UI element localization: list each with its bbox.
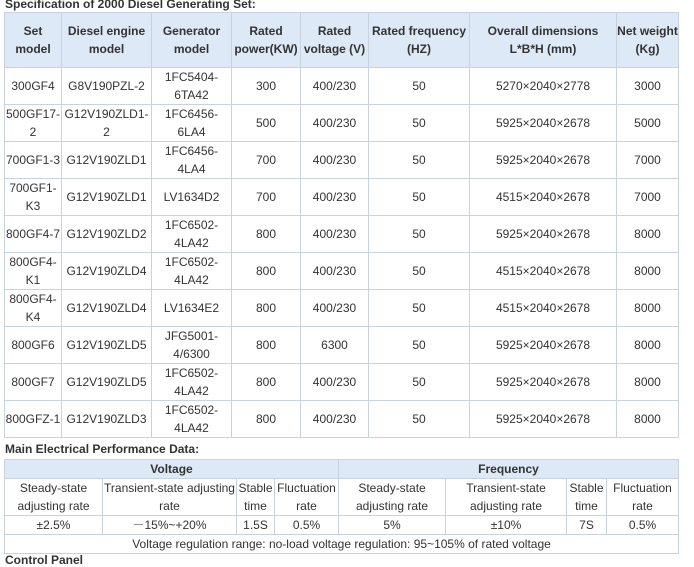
rated-power-cell: 500 bbox=[232, 105, 301, 142]
generator-model-cell: 1FC6502-4LA42 bbox=[152, 401, 232, 438]
net-weight-cell: 8000 bbox=[617, 216, 679, 253]
rated-voltage-cell: 400/230 bbox=[301, 253, 369, 290]
col-generator-model: Generator model bbox=[152, 13, 232, 68]
net-weight-cell: 3000 bbox=[617, 68, 679, 105]
perf-heading: Main Electrical Performance Data: bbox=[5, 442, 200, 456]
frequency-group-header: Frequency bbox=[339, 460, 679, 479]
net-weight-cell: 8000 bbox=[617, 401, 679, 438]
diesel-engine-model-cell: G12V190ZLD1 bbox=[62, 179, 152, 216]
control-panel-heading: Control Panel bbox=[5, 553, 84, 567]
col-rated-frequency: Rated frequency (HZ) bbox=[369, 13, 470, 68]
frequency-steady-state-value: 5% bbox=[339, 516, 446, 535]
rated-frequency-cell: 50 bbox=[369, 401, 470, 438]
overall-dimensions-cell: 5925×2040×2678 bbox=[470, 142, 617, 179]
rated-frequency-cell: 50 bbox=[369, 105, 470, 142]
set-model-cell: 800GFZ-1 bbox=[5, 401, 62, 438]
diesel-engine-model-cell: G12V190ZLD1 bbox=[62, 142, 152, 179]
table-row bbox=[5, 364, 679, 401]
spec-heading: Specification of 2000 Diesel Generating Set: bbox=[5, 0, 256, 11]
rated-voltage-cell: 400/230 bbox=[301, 364, 369, 401]
col-rated-voltage: Rated voltage (V) bbox=[301, 13, 369, 68]
net-weight-cell: 8000 bbox=[617, 364, 679, 401]
set-model-cell: 800GF4-K4 bbox=[5, 290, 62, 327]
net-weight-cell: 7000 bbox=[617, 142, 679, 179]
generator-model-cell: 1FC6502-4LA42 bbox=[152, 253, 232, 290]
voltage-transient-state-value: －15%~+20% bbox=[103, 516, 237, 535]
perf-group-row bbox=[5, 460, 679, 479]
diesel-engine-model-cell: G12V190ZLD5 bbox=[62, 327, 152, 364]
generator-model-cell: JFG5001-4/6300 bbox=[152, 327, 232, 364]
rated-power-cell: 700 bbox=[232, 179, 301, 216]
col-diesel-engine-model: Diesel engine model bbox=[62, 13, 152, 68]
voltage-steady-state-header: Steady-state adjusting rate bbox=[5, 479, 103, 516]
rated-voltage-cell: 400/230 bbox=[301, 216, 369, 253]
table-row bbox=[5, 253, 679, 290]
voltage-steady-state-value: ±2.5% bbox=[5, 516, 103, 535]
overall-dimensions-cell: 5925×2040×2678 bbox=[470, 401, 617, 438]
generator-model-cell: 1FC5404-6TA42 bbox=[152, 68, 232, 105]
table-row bbox=[5, 142, 679, 179]
rated-voltage-cell: 400/230 bbox=[301, 68, 369, 105]
rated-frequency-cell: 50 bbox=[369, 327, 470, 364]
rated-power-cell: 800 bbox=[232, 290, 301, 327]
rated-power-cell: 800 bbox=[232, 253, 301, 290]
voltage-group-header: Voltage bbox=[5, 460, 339, 479]
generator-model-cell: LV1634D2 bbox=[152, 179, 232, 216]
diesel-engine-model-cell: G12V190ZLD1-2 bbox=[62, 105, 152, 142]
rated-voltage-cell: 400/230 bbox=[301, 142, 369, 179]
overall-dimensions-cell: 4515×2040×2678 bbox=[470, 290, 617, 327]
net-weight-cell: 8000 bbox=[617, 327, 679, 364]
table-row bbox=[5, 105, 679, 142]
set-model-cell: 800GF4-K1 bbox=[5, 253, 62, 290]
rated-voltage-cell: 400/230 bbox=[301, 401, 369, 438]
rated-power-cell: 300 bbox=[232, 68, 301, 105]
frequency-transient-state-header: Transient-state adjusting rate bbox=[446, 479, 567, 516]
diesel-engine-model-cell: G12V190ZLD3 bbox=[62, 401, 152, 438]
perf-values-row bbox=[5, 516, 679, 535]
generator-model-cell: LV1634E2 bbox=[152, 290, 232, 327]
frequency-fluctuation-header: Fluctuation rate bbox=[607, 479, 679, 516]
voltage-fluctuation-header: Fluctuation rate bbox=[275, 479, 339, 516]
rated-voltage-cell: 400/230 bbox=[301, 105, 369, 142]
perf-note-row bbox=[5, 535, 679, 554]
rated-frequency-cell: 50 bbox=[369, 142, 470, 179]
col-rated-power: Rated power(KW) bbox=[232, 13, 301, 68]
set-model-cell: 500GF17-2 bbox=[5, 105, 62, 142]
rated-frequency-cell: 50 bbox=[369, 179, 470, 216]
generator-model-cell: 1FC6456-4LA4 bbox=[152, 142, 232, 179]
rated-power-cell: 700 bbox=[232, 142, 301, 179]
net-weight-cell: 8000 bbox=[617, 253, 679, 290]
diesel-engine-model-cell: G12V190ZLD4 bbox=[62, 290, 152, 327]
diesel-engine-model-cell: G8V190PZL-2 bbox=[62, 68, 152, 105]
rated-voltage-cell: 400/230 bbox=[301, 179, 369, 216]
spec-table bbox=[4, 12, 679, 438]
rated-frequency-cell: 50 bbox=[369, 68, 470, 105]
overall-dimensions-cell: 5925×2040×2678 bbox=[470, 216, 617, 253]
set-model-cell: 700GF1-3 bbox=[5, 142, 62, 179]
rated-frequency-cell: 50 bbox=[369, 290, 470, 327]
perf-subheader-row bbox=[5, 479, 679, 516]
voltage-transient-state-header: Transient-state adjusting rate bbox=[103, 479, 237, 516]
table-row bbox=[5, 68, 679, 105]
voltage-fluctuation-value: 0.5% bbox=[275, 516, 339, 535]
diesel-engine-model-cell: G12V190ZLD5 bbox=[62, 364, 152, 401]
set-model-cell: 800GF4-7 bbox=[5, 216, 62, 253]
rated-frequency-cell: 50 bbox=[369, 216, 470, 253]
perf-table bbox=[4, 459, 679, 554]
net-weight-cell: 5000 bbox=[617, 105, 679, 142]
frequency-stable-time-header: Stable time bbox=[567, 479, 607, 516]
overall-dimensions-cell: 5925×2040×2678 bbox=[470, 105, 617, 142]
voltage-stable-time-header: Stable time bbox=[237, 479, 275, 516]
table-row bbox=[5, 216, 679, 253]
rated-power-cell: 800 bbox=[232, 364, 301, 401]
frequency-stable-time-value: 7S bbox=[567, 516, 607, 535]
set-model-cell: 300GF4 bbox=[5, 68, 62, 105]
overall-dimensions-cell: 4515×2040×2678 bbox=[470, 179, 617, 216]
generator-model-cell: 1FC6502-4LA42 bbox=[152, 216, 232, 253]
col-set-model: Set model bbox=[5, 13, 62, 68]
frequency-fluctuation-value: 0.5% bbox=[607, 516, 679, 535]
table-row bbox=[5, 401, 679, 438]
diesel-engine-model-cell: G12V190ZLD2 bbox=[62, 216, 152, 253]
frequency-transient-state-value: ±10% bbox=[446, 516, 567, 535]
diesel-engine-model-cell: G12V190ZLD4 bbox=[62, 253, 152, 290]
generator-model-cell: 1FC6502-4LA42 bbox=[152, 364, 232, 401]
rated-frequency-cell: 50 bbox=[369, 364, 470, 401]
table-row bbox=[5, 327, 679, 364]
overall-dimensions-cell: 5925×2040×2678 bbox=[470, 327, 617, 364]
col-overall-dimensions: Overall dimensions L*B*H (mm) bbox=[470, 13, 617, 68]
set-model-cell: 800GF7 bbox=[5, 364, 62, 401]
set-model-cell: 700GF1-K3 bbox=[5, 179, 62, 216]
generator-model-cell: 1FC6456-6LA4 bbox=[152, 105, 232, 142]
net-weight-cell: 7000 bbox=[617, 179, 679, 216]
rated-power-cell: 800 bbox=[232, 216, 301, 253]
table-row bbox=[5, 179, 679, 216]
overall-dimensions-cell: 4515×2040×2678 bbox=[470, 253, 617, 290]
table-row bbox=[5, 290, 679, 327]
overall-dimensions-cell: 5925×2040×2678 bbox=[470, 364, 617, 401]
rated-power-cell: 800 bbox=[232, 401, 301, 438]
rated-frequency-cell: 50 bbox=[369, 253, 470, 290]
rated-voltage-cell: 400/230 bbox=[301, 290, 369, 327]
set-model-cell: 800GF6 bbox=[5, 327, 62, 364]
net-weight-cell: 8000 bbox=[617, 290, 679, 327]
voltage-stable-time-value: 1.5S bbox=[237, 516, 275, 535]
frequency-steady-state-header: Steady-state adjusting rate bbox=[339, 479, 446, 516]
spec-header-row bbox=[5, 13, 679, 68]
col-net-weight: Net weight (Kg) bbox=[617, 13, 679, 68]
rated-power-cell: 800 bbox=[232, 327, 301, 364]
voltage-regulation-note: Voltage regulation range: no-load voltage regulation: 95~105% of rated voltage bbox=[5, 535, 679, 554]
overall-dimensions-cell: 5270×2040×2778 bbox=[470, 68, 617, 105]
rated-voltage-cell: 6300 bbox=[301, 327, 369, 364]
